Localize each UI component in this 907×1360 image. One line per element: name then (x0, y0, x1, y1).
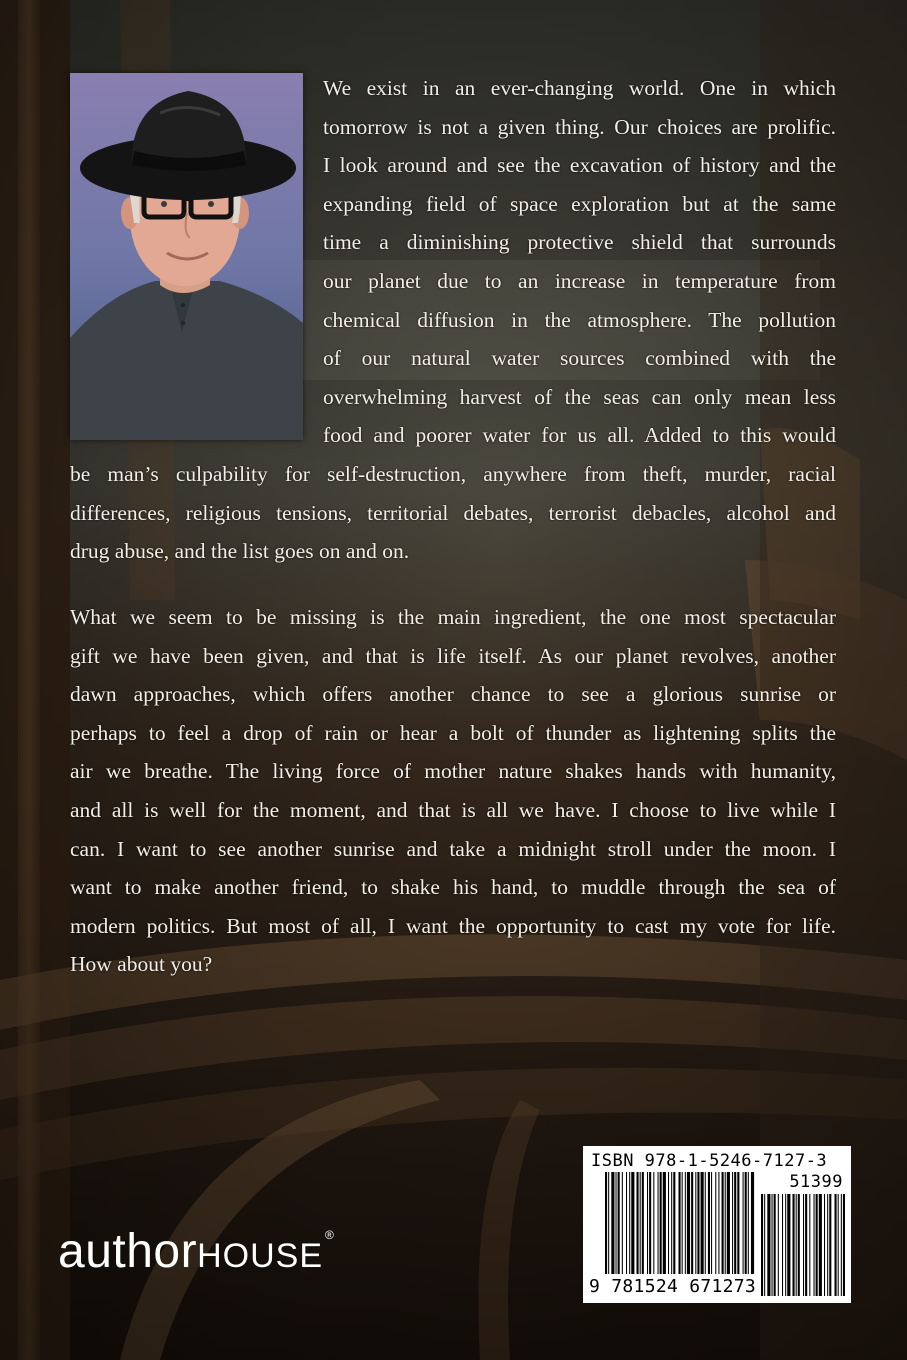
text-line: tomorrow is not a given thing. Our choices are prolific. (323, 114, 836, 139)
text-line: overwhelming harvest of the seas can only mean less (323, 384, 836, 409)
text-line: perhaps to feel a drop of rain or hear a bolt of thunder as lightening splits the (70, 720, 836, 745)
text-line: We exist in an ever-changing world. One in which (323, 76, 836, 100)
registered-mark: ® (325, 1228, 334, 1242)
text-line: be man’s culpability for self-destruction, anywhere from theft, murder, racial (70, 462, 836, 486)
logo-word-author: author (58, 1225, 198, 1278)
text-line: What we seem to be missing is the main ingredient, the one most spectacular (70, 605, 836, 629)
text-line: How about you? (70, 952, 213, 977)
text-line: I look around and see the excavation of history and the (323, 153, 836, 178)
ean-digits (589, 1276, 756, 1297)
text-line: differences, religious tensions, territorial debates, terrorist debacles, alcohol and (70, 500, 836, 525)
text-line: of our natural water sources combined with the (323, 346, 836, 371)
text-line: and all is well for the moment, and that is all we have. I choose to live while I (70, 797, 836, 822)
text-line: can. I want to see another sunrise and take a midnight stroll under the moon. I (70, 836, 836, 861)
isbn-label: ISBN 978-1-5246-7127-3 (591, 1151, 828, 1171)
text-line: chemical diffusion in the atmosphere. The pollution (323, 307, 836, 332)
text-line: want to make another friend, to shake his hand, to muddle through the sea of (70, 875, 836, 900)
blurb-paragraph-2 (70, 598, 836, 984)
isbn-barcode (583, 1146, 851, 1303)
text-line: food and poorer water for us all. Added to this would (323, 423, 836, 448)
ean-right-digits: 671273 (689, 1276, 757, 1297)
text-line: time a diminishing protective shield that surrounds (323, 230, 836, 255)
text-line: our planet due to an increase in temperature from (323, 268, 836, 293)
author-portrait-icon (70, 73, 303, 440)
ean-left-digits: 781524 (611, 1276, 679, 1297)
ean-first-digit: 9 (589, 1276, 601, 1297)
blurb-paragraph-1-side (323, 69, 836, 455)
blurb-paragraph-1-full (70, 455, 836, 571)
logo-word-house: HOUSE (197, 1237, 324, 1275)
publisher-logo (58, 1224, 334, 1279)
author-photo (70, 73, 303, 440)
text-line: dawn approaches, which offers another chance to see a glorious sunrise or (70, 682, 836, 707)
text-line: modern politics. But most of all, I want the opportunity to cast my vote for life. (70, 913, 836, 938)
text-line: air we breathe. The living force of mother nature shakes hands with humanity, (70, 759, 836, 784)
text-line: drug abuse, and the list goes on and on. (70, 539, 410, 564)
text-line: expanding field of space exploration but at the same (323, 191, 836, 216)
text-line: gift we have been given, and that is life itself. As our planet revolves, another (70, 643, 836, 668)
price-code: 51399 (789, 1172, 843, 1192)
